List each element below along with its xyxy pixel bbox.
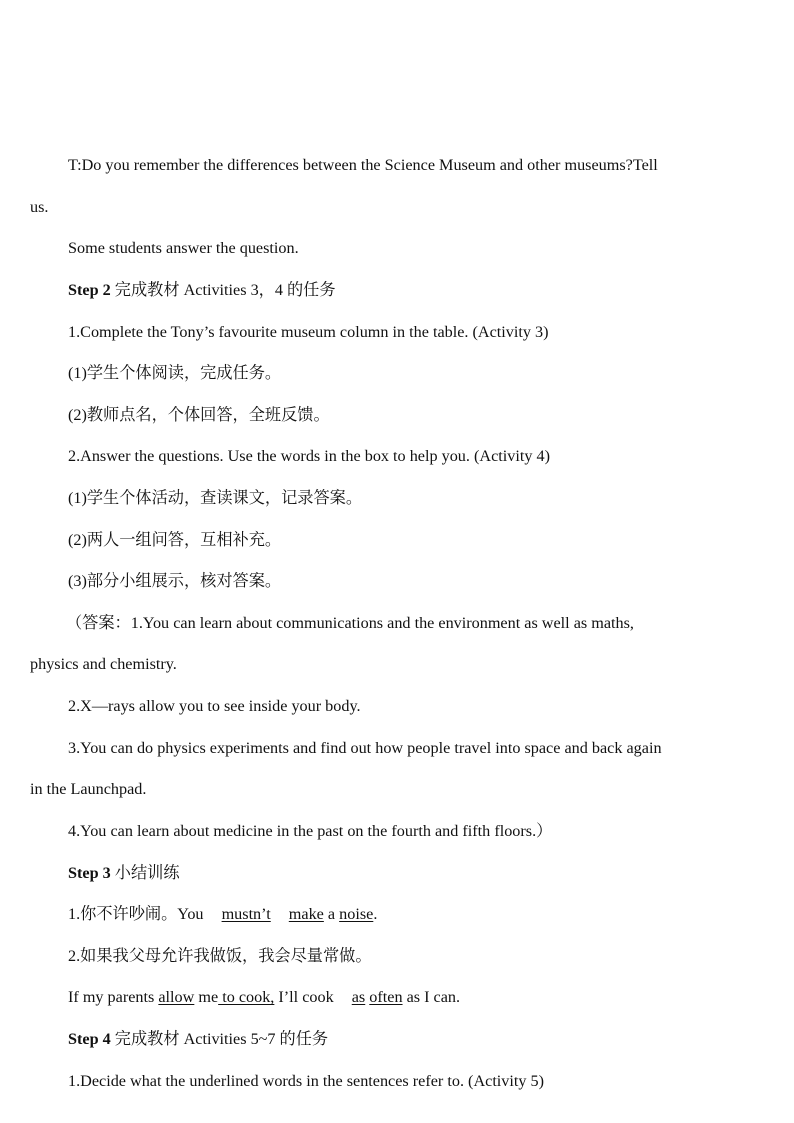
step-4-label: Step 4 bbox=[68, 1030, 111, 1048]
exercise-1 bbox=[68, 902, 758, 926]
activity-3-item: 1.Complete the Tony’s favourite museum column in the table. (Activity 3) bbox=[68, 323, 549, 341]
exercise-2-text-a: If my parents bbox=[68, 988, 155, 1006]
paragraph-students-answer: Some students answer the question. bbox=[68, 239, 299, 257]
activity-3-sub-1: (1)学生个体阅读，完成任务。 bbox=[68, 364, 282, 382]
activity-4-sub-3: (3)部分小组展示，核对答案。 bbox=[68, 572, 282, 590]
exercise-2-blank-1: allow bbox=[158, 988, 195, 1006]
step-2-label: Step 2 bbox=[68, 281, 111, 299]
step-3-heading bbox=[68, 861, 758, 885]
exercise-1-period: . bbox=[373, 905, 378, 923]
paragraph-teacher-question-cont: us. bbox=[30, 198, 49, 216]
exercise-1-blank-2: make bbox=[288, 905, 324, 923]
activity-3-sub-2: (2)教师点名，个体回答，全班反馈。 bbox=[68, 406, 330, 424]
answer-3-cont: in the Launchpad. bbox=[30, 780, 147, 798]
step-3-label: Step 3 bbox=[68, 864, 111, 882]
exercise-2-blank-2: to cook, bbox=[218, 988, 275, 1006]
exercise-1-blank-1: mustn’t bbox=[221, 905, 271, 923]
activity-4-sub-2: (2)两人一组问答，互相补充。 bbox=[68, 531, 282, 549]
step-4-heading bbox=[68, 1027, 758, 1051]
exercise-2-answer bbox=[68, 985, 758, 1009]
activity-5-item: 1.Decide what the underlined words in the sentences refer to. (Activity 5) bbox=[68, 1072, 545, 1090]
answer-2: 2.X—rays allow you to see inside your body. bbox=[68, 697, 361, 715]
paragraph-teacher-question: T:Do you remember the differences between the Science Museum and other museums?Tell bbox=[68, 156, 658, 174]
exercise-2-prompt: 2.如果我父母允许我做饭，我会尽量常做。 bbox=[68, 947, 372, 965]
exercise-2-text-d: as I can. bbox=[406, 988, 461, 1006]
answer-4: 4.You can learn about medicine in the past on the fourth and fifth floors.） bbox=[68, 822, 553, 840]
step-4-text: 完成教材 Activities 5~7 的任务 bbox=[114, 1030, 329, 1048]
answer-1-cont: physics and chemistry. bbox=[30, 655, 177, 673]
exercise-1-word: a bbox=[327, 905, 336, 923]
step-2-text: 完成教材 Activities 3，4 的任务 bbox=[114, 281, 336, 299]
exercise-2-text-b: me bbox=[198, 988, 219, 1006]
exercise-1-blank-3: noise bbox=[339, 905, 374, 923]
answer-3: 3.You can do physics experiments and find out how people travel into space and back again bbox=[68, 739, 662, 757]
step-3-text: 小结训练 bbox=[114, 864, 180, 882]
activity-4-item: 2.Answer the questions. Use the words in the box to help you. (Activity 4) bbox=[68, 447, 550, 465]
step-2-heading bbox=[68, 278, 758, 302]
answer-1: （答案：1.You can learn about communications and the environment as well as maths, bbox=[66, 614, 634, 632]
exercise-2-blank-4: often bbox=[369, 988, 403, 1006]
exercise-1-prompt: 1.你不许吵闹。You bbox=[68, 905, 204, 923]
exercise-2-blank-3: as bbox=[351, 988, 366, 1006]
exercise-2-text-c: I’ll cook bbox=[278, 988, 334, 1006]
activity-4-sub-1: (1)学生个体活动，查读课文，记录答案。 bbox=[68, 489, 363, 507]
